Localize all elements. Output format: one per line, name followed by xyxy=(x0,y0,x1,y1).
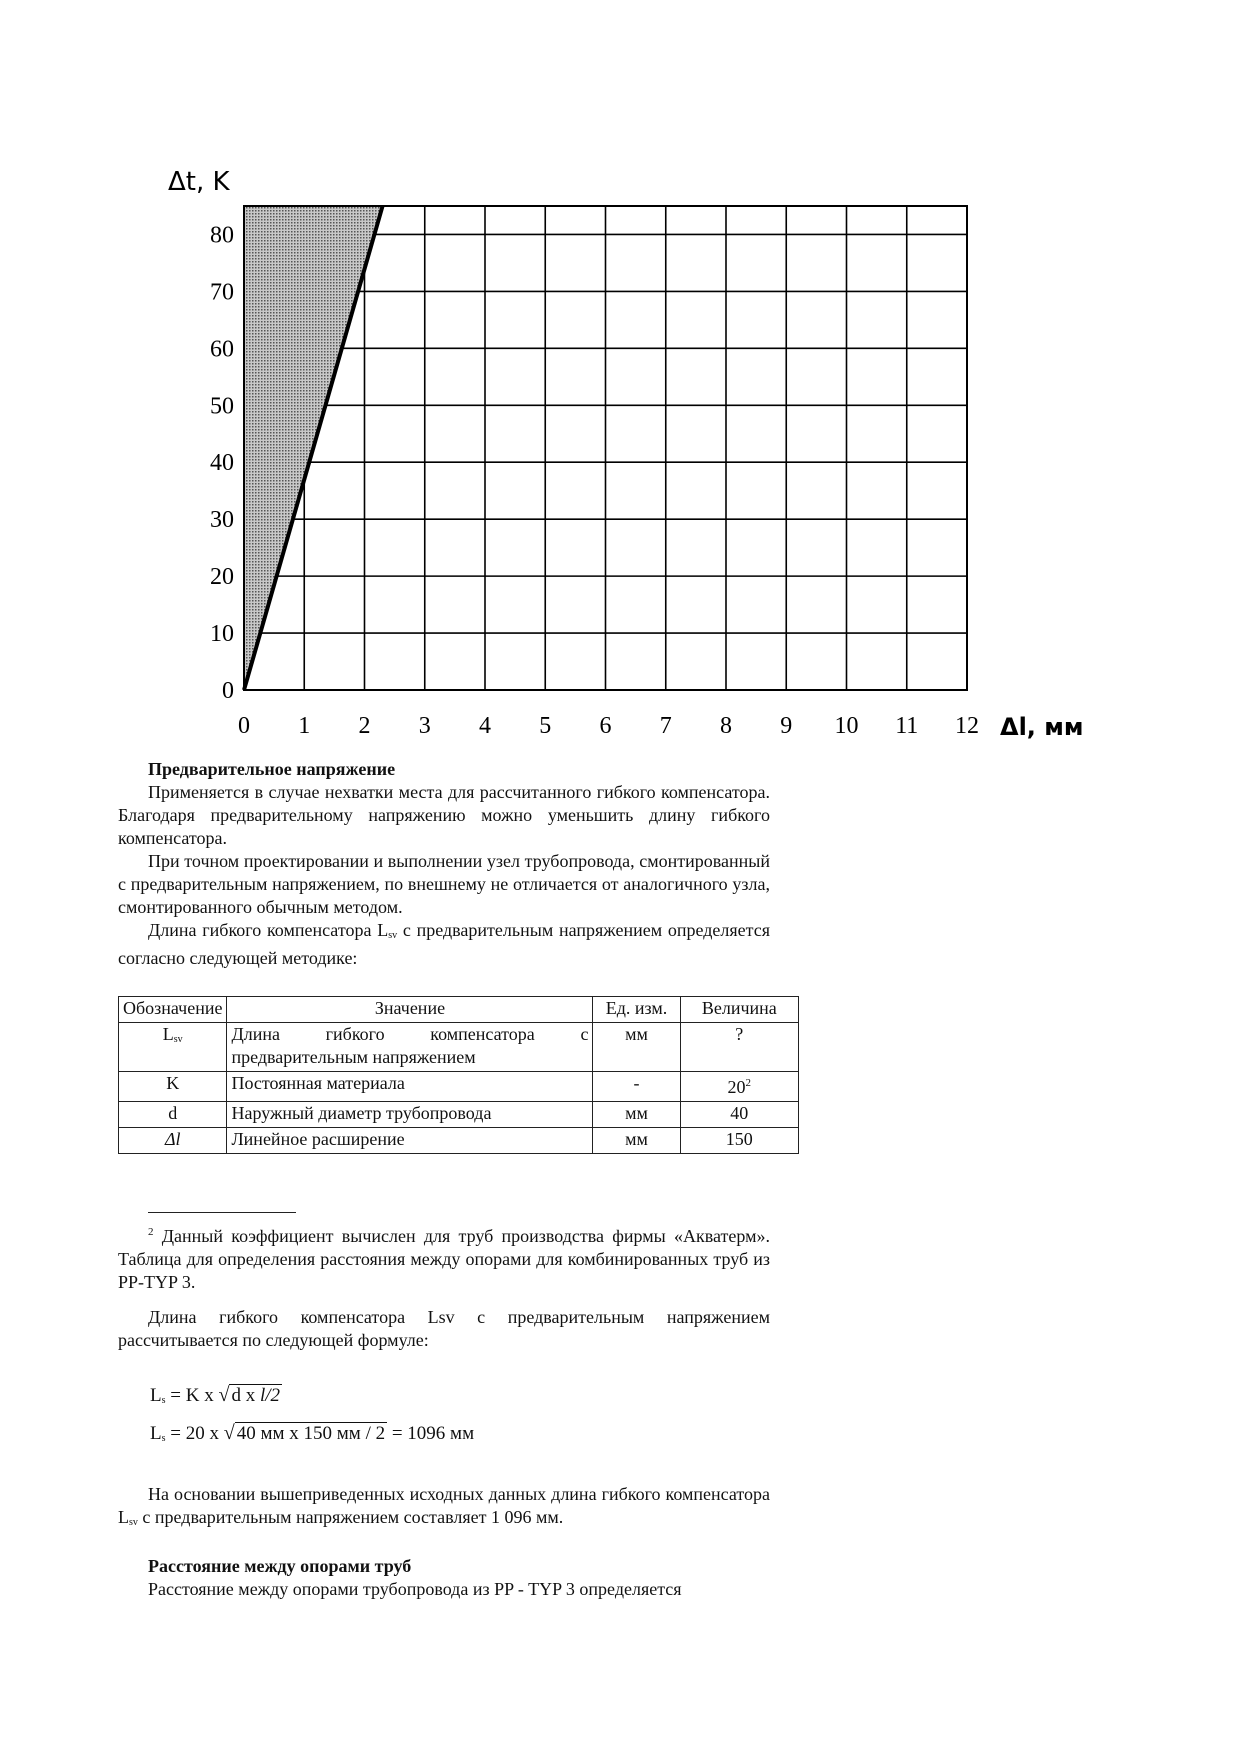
formula-calculated: $L_s = 20$ x √ 40 мм x 150 мм / 2 = 1096 мм xyxy=(150,1422,475,1444)
table-row xyxy=(119,1128,799,1154)
table-cell: Длина гибкого компенсатора с предварительным напряжением xyxy=(227,1023,593,1072)
y-tick-labels xyxy=(210,222,234,704)
y-tick-label: 70 xyxy=(210,279,234,306)
y-tick-label: 0 xyxy=(222,678,234,704)
x-tick-labels xyxy=(238,713,979,739)
x-tick-label: 1 xyxy=(298,713,311,739)
table-cell: ? xyxy=(680,1023,798,1072)
x-tick-label: 11 xyxy=(895,713,919,739)
x-tick-label: 0 xyxy=(238,713,250,739)
x-tick-label: 5 xyxy=(539,713,552,739)
x-tick-label: 10 xyxy=(834,713,859,739)
y-tick-label: 40 xyxy=(210,450,234,477)
y-tick-label: 30 xyxy=(210,507,234,534)
table-cell: Наружный диаметр трубопровода xyxy=(227,1102,593,1128)
x-axis-label: Δl, мм xyxy=(1000,713,1084,741)
formula-general: $L_s = K$ x √ d x l/2 xyxy=(150,1384,280,1406)
x-tick-label: 8 xyxy=(720,713,732,739)
y-tick-label: 50 xyxy=(210,393,234,420)
table-row xyxy=(119,1072,799,1102)
table-cell: $20^2$ xyxy=(680,1072,798,1102)
x-tick-label: 3 xyxy=(418,713,431,739)
table-cell: Постоянная материала xyxy=(227,1072,593,1102)
paragraph: Применяется в случае нехватки места для рассчитанного гибкого компенсатора. Благодаря предварительному напряжению можно уменьшить длину гибкого компенсатора. xyxy=(118,782,770,848)
section-heading: Предварительное напряжение xyxy=(148,759,396,779)
prestress-section xyxy=(118,758,770,970)
x-tick-label: 7 xyxy=(659,713,672,739)
supports-section xyxy=(118,1555,770,1601)
table-cell: d xyxy=(119,1102,227,1128)
table-cell: мм xyxy=(593,1102,680,1128)
x-tick-label: 4 xyxy=(479,713,491,739)
table-header: Ед. изм. xyxy=(593,997,680,1023)
table-header: Обозначение xyxy=(119,997,227,1023)
table-row xyxy=(119,1102,799,1128)
table-cell: Δl xyxy=(119,1128,227,1154)
table-cell: $L_{sv}$ xyxy=(119,1023,227,1072)
x-tick-label: 6 xyxy=(599,713,612,739)
table-header: Величина xyxy=(680,997,798,1023)
conclusion: На основании вышеприведенных исходных данных длина гибкого компенсатора $L_{sv}$ с предварительным напряжением составляет 1 096 мм. xyxy=(118,1484,770,1528)
table-cell: Линейное расширение xyxy=(227,1128,593,1154)
table-cell: 40 xyxy=(680,1102,798,1128)
table-header-row xyxy=(119,997,799,1023)
table-cell: мм xyxy=(593,1128,680,1154)
table-row xyxy=(119,1023,799,1072)
paragraph: При точном проектировании и выполнении узел трубопровода, смонтированный с предварительным напряжением, по внешнему не отличается от аналогичного узла, смонтированного обычным методом. xyxy=(118,851,770,917)
formula-intro: Длина гибкого компенсатора Lsv с предварительным напряжением рассчитывается по следующей формуле: xyxy=(118,1307,770,1350)
section-heading: Расстояние между опорами труб xyxy=(148,1556,412,1576)
paragraph: Расстояние между опорами трубопровода из PP - TYP 3 определяется xyxy=(148,1579,682,1599)
x-tick-label: 2 xyxy=(358,713,371,739)
x-tick-label: 9 xyxy=(780,713,793,739)
y-tick-label: 80 xyxy=(210,222,234,249)
table-cell: - xyxy=(593,1072,680,1102)
expansion-chart xyxy=(0,0,1240,780)
table-cell: 150 xyxy=(680,1128,798,1154)
table-header: Значение xyxy=(227,997,593,1023)
paragraph: Длина гибкого компенсатора $L_{sv}$ с предварительным напряжением определяется согласно следующей методике: xyxy=(118,920,771,968)
table-cell: мм xyxy=(593,1023,680,1072)
parameters-table xyxy=(118,996,799,1154)
footnote-rule xyxy=(148,1212,296,1213)
y-axis-label: Δt, K xyxy=(168,167,230,197)
x-tick-label: 12 xyxy=(955,713,979,739)
footnote: $^2$ Данный коэффициент вычислен для труб производства фирмы «Акватерм». Таблица для определения расстояния между опорами для комбинированных труб из PP-TYP 3. xyxy=(118,1226,770,1292)
y-tick-label: 60 xyxy=(210,336,234,363)
y-tick-label: 10 xyxy=(210,621,234,648)
y-tick-label: 20 xyxy=(210,564,234,591)
table-cell: K xyxy=(119,1072,227,1102)
